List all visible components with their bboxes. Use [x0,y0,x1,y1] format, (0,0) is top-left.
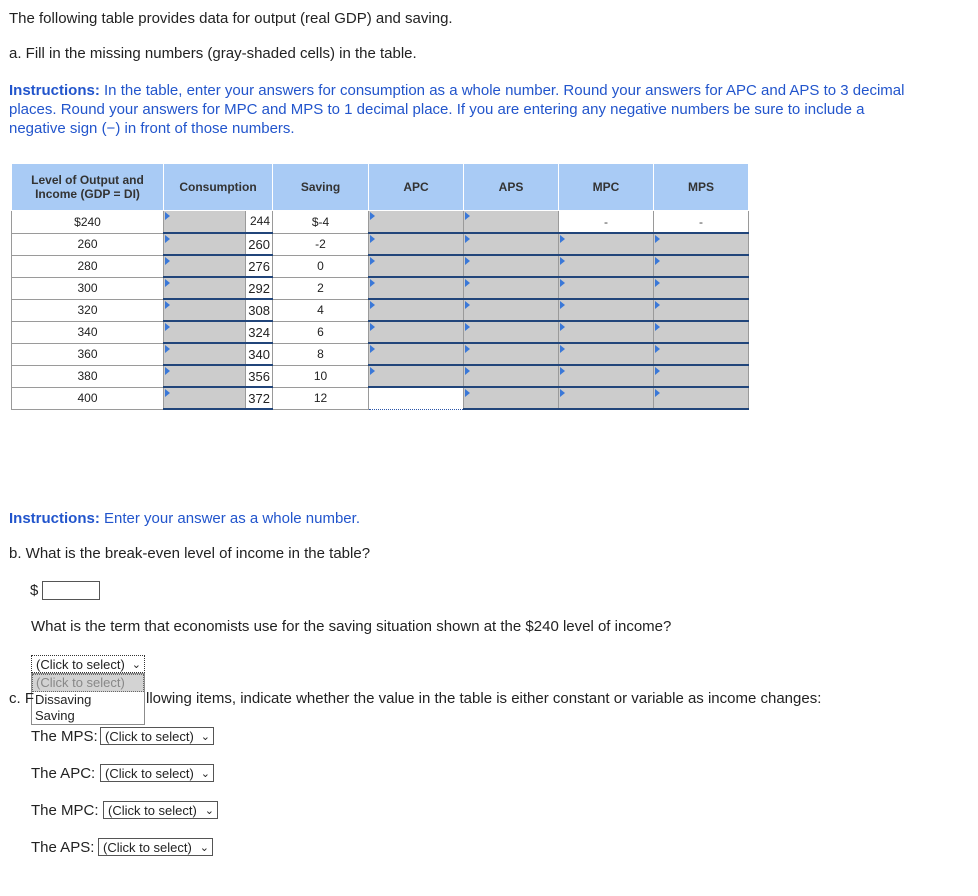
item-aps-select-value: (Click to select) [103,840,192,855]
table-row [12,343,749,365]
input-marker-icon [370,345,375,353]
aps-input[interactable] [464,255,559,277]
mpc-input[interactable] [559,365,654,387]
term-question: What is the term that economists use for the saving situation shown at the $240 level of income? [31,618,672,635]
break-even-input[interactable] [42,581,100,600]
item-mps-select-value: (Click to select) [105,729,194,744]
instructions-a-line2: places. Round your answers for MPC and MPS to 1 decimal place. If you are entering any negative numbers be sure to include a [9,101,865,118]
header-saving: Saving [273,164,369,211]
input-marker-icon [655,345,660,353]
table-row [12,211,749,234]
intro-text: The following table provides data for output (real GDP) and saving. [9,10,453,27]
input-marker-icon [370,301,375,309]
item-apc-label: The APC: [31,765,96,782]
consumption-cell[interactable] [164,233,273,255]
saving-cell: -2 [273,233,369,255]
input-marker-icon [560,389,565,397]
input-marker-icon [465,345,470,353]
consumption-value: 324 [245,322,272,342]
consumption-value: 308 [245,300,272,320]
dollar-sign: $ [30,582,39,599]
level-cell: 340 [12,321,164,343]
instructions-a-line1: In the table, enter your answers for consumption as a whole number. Round your answers for APC and APS to 3 decimal [104,82,905,99]
input-marker-icon [560,279,565,287]
input-marker-icon [465,323,470,331]
level-cell: 260 [12,233,164,255]
consumption-cell[interactable] [164,321,273,343]
consumption-value: 244 [245,211,272,232]
consumption-cell[interactable] [164,211,273,234]
input-marker-icon [465,389,470,397]
aps-input[interactable] [464,343,559,365]
level-cell: 400 [12,387,164,409]
input-marker-icon [165,345,170,353]
item-mps-select[interactable] [100,727,214,745]
input-marker-icon [465,279,470,287]
input-marker-icon [370,279,375,287]
consumption-value: 356 [245,366,272,386]
instructions-a-line3: negative sign (−) in front of those numbers. [9,120,295,137]
input-marker-icon [165,279,170,287]
aps-input[interactable] [464,211,559,234]
aps-input[interactable] [464,365,559,387]
level-cell: $240 [12,211,164,234]
input-marker-icon [655,323,660,331]
item-mpc-label: The MPC: [31,802,99,819]
level-cell: 300 [12,277,164,299]
chevron-down-icon: ⌄ [204,805,214,817]
input-marker-icon [655,301,660,309]
chevron-down-icon: ⌄ [200,768,210,780]
input-marker-icon [560,367,565,375]
input-marker-icon [655,389,660,397]
consumption-cell[interactable] [164,299,273,321]
apc-input[interactable] [369,233,464,255]
item-mpc-select[interactable] [103,801,218,819]
saving-cell: 0 [273,255,369,277]
part-c-text: llowing items, indicate whether the value in the table is either constant or variable as income changes: [146,690,822,707]
input-marker-icon [165,301,170,309]
table-row [12,365,749,387]
mps-input[interactable] [654,321,749,343]
level-cell: 320 [12,299,164,321]
header-apc: APC [369,164,464,211]
mps-input[interactable] [654,233,749,255]
item-aps-select[interactable] [98,838,213,856]
consumption-cell[interactable] [164,277,273,299]
apc-input[interactable] [369,343,464,365]
mpc-cell: - [559,211,654,234]
input-marker-icon [465,257,470,265]
header-consumption: Consumption [164,164,273,211]
header-level-line2: Income (GDP = DI) [35,187,140,201]
header-aps: APS [464,164,559,211]
header-level [12,164,164,211]
input-marker-icon [655,367,660,375]
mps-input[interactable] [654,365,749,387]
input-marker-icon [370,367,375,375]
input-marker-icon [465,301,470,309]
chevron-down-icon: ⌄ [200,731,210,743]
input-marker-icon [655,235,660,243]
consumption-cell[interactable] [164,255,273,277]
dropdown-option-saving[interactable]: Saving [35,708,75,723]
chevron-down-icon: ⌄ [199,842,209,854]
mpc-input[interactable] [559,255,654,277]
table-row [12,255,749,277]
input-marker-icon [560,323,565,331]
mpc-input[interactable] [559,321,654,343]
input-marker-icon [465,235,470,243]
consumption-cell[interactable] [164,365,273,387]
instructions-a-label: Instructions: [9,82,100,99]
table-row [12,277,749,299]
mps-input[interactable] [654,255,749,277]
aps-input[interactable] [464,321,559,343]
apc-input[interactable] [369,321,464,343]
chevron-down-icon: ⌄ [131,659,141,671]
aps-input[interactable] [464,233,559,255]
saving-cell: 4 [273,299,369,321]
dropdown-option-dissaving[interactable]: Dissaving [35,692,92,707]
apc-input[interactable] [369,387,464,409]
mps-input[interactable] [654,343,749,365]
dropdown-option-placeholder[interactable]: (Click to select) [32,674,144,692]
input-marker-icon [465,212,470,220]
term-dropdown-list [31,673,145,725]
saving-cell: 2 [273,277,369,299]
input-marker-icon [655,257,660,265]
mps-cell: - [654,211,749,234]
table-row [12,387,749,409]
input-marker-icon [165,323,170,331]
level-cell: 360 [12,343,164,365]
part-c-prefix: c. F [9,690,34,707]
header-mps: MPS [654,164,749,211]
input-marker-icon [370,212,375,220]
mpc-input[interactable] [559,343,654,365]
input-marker-icon [370,323,375,331]
gdp-saving-table [11,163,749,410]
item-mps-label: The MPS: [31,728,98,745]
mpc-input[interactable] [559,233,654,255]
table-row [12,233,749,255]
mps-input[interactable] [654,277,749,299]
table-header-row [12,164,749,211]
mpc-input[interactable] [559,299,654,321]
instructions-b-text: Enter your answer as a whole number. [104,510,360,527]
input-marker-icon [560,301,565,309]
saving-cell: 8 [273,343,369,365]
input-marker-icon [655,279,660,287]
input-marker-icon [165,389,170,397]
apc-input[interactable] [369,299,464,321]
level-cell: 380 [12,365,164,387]
saving-cell: $-4 [273,211,369,234]
input-marker-icon [165,212,170,220]
input-marker-icon [560,257,565,265]
saving-cell: 10 [273,365,369,387]
item-apc-select[interactable] [100,764,214,782]
mpc-input[interactable] [559,277,654,299]
part-a-text: a. Fill in the missing numbers (gray-shaded cells) in the table. [9,45,417,62]
apc-input[interactable] [369,255,464,277]
aps-input[interactable] [464,387,559,409]
input-marker-icon [465,367,470,375]
part-b-text: b. What is the break-even level of income in the table? [9,545,371,562]
table-row [12,321,749,343]
header-level-line1: Level of Output and [31,173,144,187]
item-mpc-select-value: (Click to select) [108,803,197,818]
consumption-value: 372 [245,388,272,408]
item-apc-select-value: (Click to select) [105,766,194,781]
item-aps-label: The APS: [31,839,95,856]
saving-cell: 12 [273,387,369,409]
aps-input[interactable] [464,277,559,299]
input-marker-icon [165,257,170,265]
aps-input[interactable] [464,299,559,321]
input-marker-icon [370,257,375,265]
saving-cell: 6 [273,321,369,343]
input-marker-icon [165,235,170,243]
consumption-value: 260 [245,234,272,254]
term-select-value: (Click to select) [36,657,125,672]
input-marker-icon [560,345,565,353]
table-row [12,299,749,321]
input-marker-icon [560,235,565,243]
consumption-cell[interactable] [164,387,273,409]
apc-input[interactable] [369,211,464,234]
instructions-b-label: Instructions: [9,510,100,527]
term-select[interactable] [31,655,145,673]
mps-input[interactable] [654,299,749,321]
apc-input[interactable] [369,277,464,299]
header-mpc: MPC [559,164,654,211]
consumption-value: 292 [245,278,272,298]
instructions-b [9,509,360,528]
mps-input[interactable] [654,387,749,409]
instructions-a [9,81,969,138]
mpc-input[interactable] [559,387,654,409]
consumption-value: 340 [245,344,272,364]
consumption-value: 276 [245,256,272,276]
input-marker-icon [165,367,170,375]
apc-input[interactable] [369,365,464,387]
input-marker-icon [370,235,375,243]
consumption-cell[interactable] [164,343,273,365]
level-cell: 280 [12,255,164,277]
